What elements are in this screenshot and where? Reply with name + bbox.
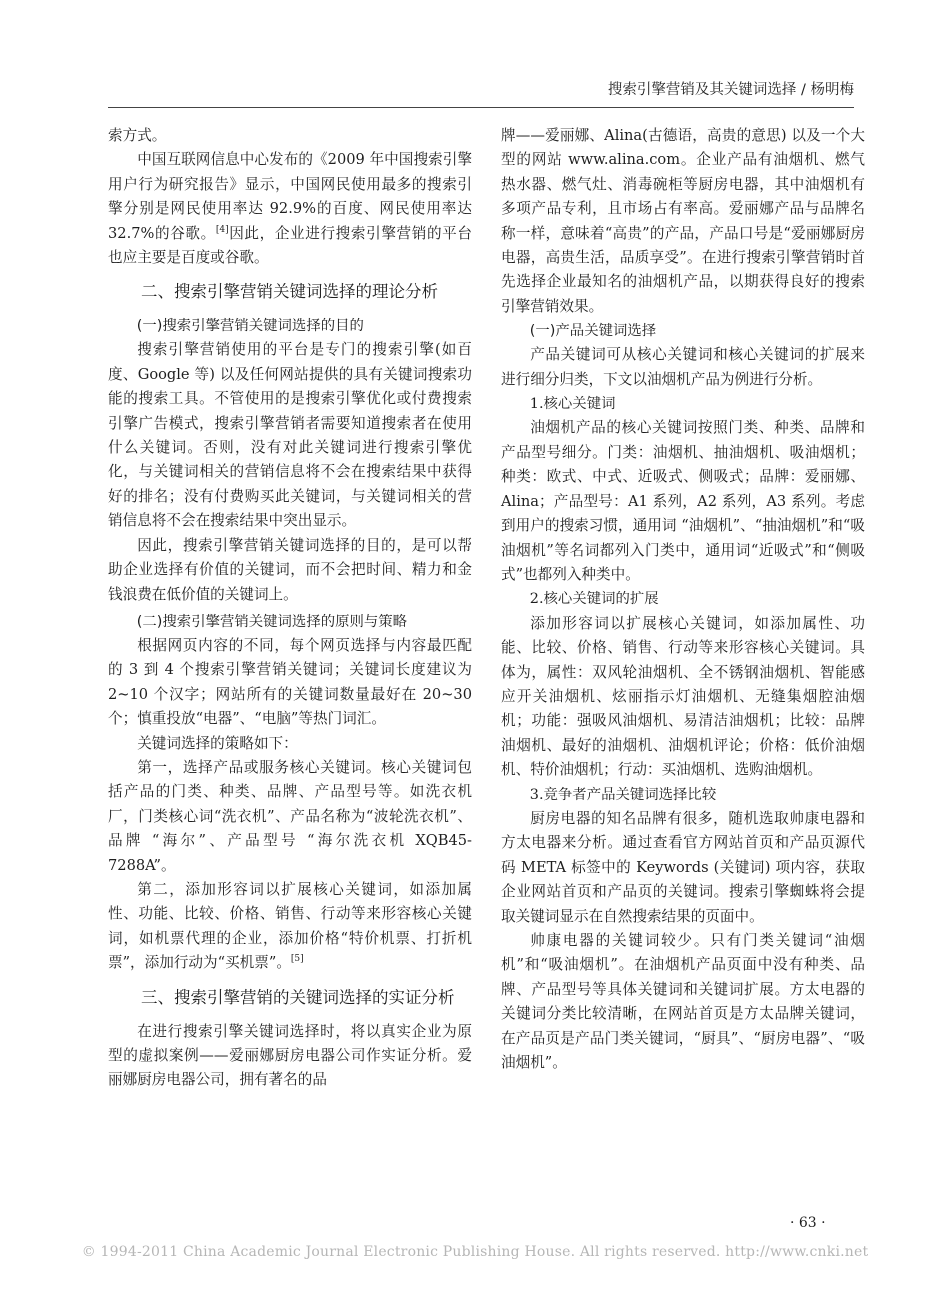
paragraph: 帅康电器的关键词较少。只有门类关键词“油烟机”和“吸油烟机”。在油烟机产品页面中没有种类、品牌、产品型号等具体关键词和关键词扩展。方太电器的关键词分类比较清晰，在网站首页是方太品牌关键词，在产品页是产品门类关键词，“厨具”、“厨房电器”、“吸油烟机”。 <box>501 932 865 1072</box>
paragraph: 牌——爱丽娜、Alina(古德语，高贵的意思) 以及一个大型的网站 www.alina.com。企业产品有油烟机、燃气热水器、燃气灶、消毒碗柜等厨房电器，其中油烟机有多项产品专利，且市场占有率高。爱丽娜产品与品牌名称一样，意味着“高贵”的产品，产品口号是“爱丽娜厨房电器，高贵生活，品质享受”。在进行搜索引擎营销时首先选择企业最知名的油烟机产品，以期获得良好的搜索引擎营销效果。 <box>501 127 865 315</box>
paragraph: 油烟机产品的核心关键词按照门类、种类、品牌和产品型号细分。门类：油烟机、抽油烟机、吸油烟机；种类：欧式、中式、近吸式、侧吸式；品牌：爱丽娜、Alina；产品型号：A1 系列，A2 系列，A3 系列。考虑到用户的搜索习惯，通用词 “油烟机”、“抽油烟机”和“吸油烟机”等名词都列入门类中，通用词“近吸式”和“侧吸式”也都列入种类中。 <box>501 419 865 583</box>
paragraph: 关键词选择的策略如下： <box>137 734 298 752</box>
paragraph: 第一，选择产品或服务核心关键词。核心关键词包括产品的门类、种类、品牌、产品型号等。如洗衣机厂，门类核心词“洗衣机”、产品名称为“波轮洗衣机”、品牌 “海尔”、产品型号 “海尔洗衣机 XQB45- 7288A”。 <box>108 758 472 874</box>
item-heading: 3.竞争者产品关键词选择比较 <box>529 786 717 803</box>
paragraph: 添加形容词以扩展核心关键词，如添加属性、功能、比较、价格、销售、行动等来形容核心关键词。具体为，属性：双风轮油烟机、全不锈钢油烟机、智能感应开关油烟机、炫丽指示灯油烟机、无缝集烟腔油烟机；功能：强吸风油烟机、易清洁油烟机；比较：品牌油烟机、最好的油烟机、油烟机评论；价格：低价油烟机、特价油烟机；行动：买油烟机、选购油烟机。 <box>501 614 865 779</box>
paragraph: 因此，搜索引擎营销关键词选择的目的，是可以帮助企业选择有价值的关键词，而不会把时间、精力和金钱浪费在低价值的关键词上。 <box>108 536 472 603</box>
copyright-footer: © 1994-2011 China Academic Journal Electronic Publishing House. All rights reserved. http://www.cnki.net <box>81 1244 869 1260</box>
citation-ref: [4] <box>215 224 229 235</box>
paragraph: 厨房电器的知名品牌有很多，随机选取帅康电器和方太电器来分析。通过查看官方网站首页和产品页源代码 META 标签中的 Keywords (关键词) 项内容，获取企业网站首页和产品页的关键词。搜索引擎蜘蛛将会提取关键词显示在自然搜索结果的页面中。 <box>501 809 865 925</box>
subsection-heading: (一)产品关键词选择 <box>529 323 657 340</box>
running-header: 搜索引擎营销及其关键词选择 / 杨明梅 <box>607 82 854 98</box>
left-column <box>108 124 472 1093</box>
header-rule <box>108 107 854 108</box>
paragraph-text: 中国互联网信息中心发布的《2009 年中国搜索引擎用户行为研究报告》显示，中国网民使用最多的搜索引擎分别是网民使用率达 92.9%的百度、网民使用率达 32.7%的谷歌。 <box>108 151 472 242</box>
paragraph: 产品关键词可从核心关键词和核心关键词的扩展来进行细分归类，下文以油烟机产品为例进行分析。 <box>501 346 865 388</box>
paragraph-text: 第二，添加形容词以扩展核心关键词，如添加属性、功能、比较、价格、销售、行动等来形容核心关键词，如机票代理的企业，添加价格“特价机票、打折机票”，添加行动为“买机票”。 <box>108 880 472 972</box>
section-heading: 三、搜索引擎营销的关键词选择的实证分析 <box>141 987 455 1007</box>
item-heading: 2.核心关键词的扩展 <box>529 591 659 608</box>
subsection-heading: (二)搜索引擎营销关键词选择的原则与策略 <box>136 613 408 630</box>
paragraph <box>108 878 472 976</box>
paragraph: 根据网页内容的不同，每个网页选择与内容最匹配的 3 到 4 个搜索引擎营销关键词；关键词长度建议为 2~10 个汉字；网站所有的关键词数量最好在 20~30 个；慎重投放“电器”、“电脑”等热门词汇。 <box>108 636 472 728</box>
paragraph: 索方式。 <box>108 127 167 144</box>
paragraph <box>108 148 472 270</box>
page-number: · 63 · <box>790 1215 826 1231</box>
paragraph: 在进行搜索引擎关键词选择时，将以真实企业为原型的虚拟案例——爱丽娜厨房电器公司作实证分析。爱丽娜厨房电器公司，拥有著名的品 <box>108 1022 472 1089</box>
paragraph-text: 因此，企业进行搜索引擎营销的平台也应主要是百度或谷歌。 <box>108 224 472 267</box>
item-heading: 1.核心关键词 <box>529 396 616 413</box>
subsection-heading: (一)搜索引擎营销关键词选择的目的 <box>136 318 364 335</box>
section-heading: 二、搜索引擎营销关键词选择的理论分析 <box>141 282 438 302</box>
citation-ref: [5] <box>290 954 304 965</box>
right-column <box>501 124 865 1075</box>
paragraph: 搜索引擎营销使用的平台是专门的搜索引擎(如百度、Google 等) 以及任何网站提供的具有关键词搜索功能的搜索工具。不管使用的是搜索引擎优化或付费搜索引擎广告模式，搜索引擎营销者需要知道搜索者在使用什么关键词。否则，没有对此关键词进行搜索引擎优化，与关键词相关的营销信息将不会在搜索结果中获得好的排名；没有付费购买此关键词，与关键词相关的营销信息将不会在搜索结果中突出显示。 <box>108 341 472 530</box>
